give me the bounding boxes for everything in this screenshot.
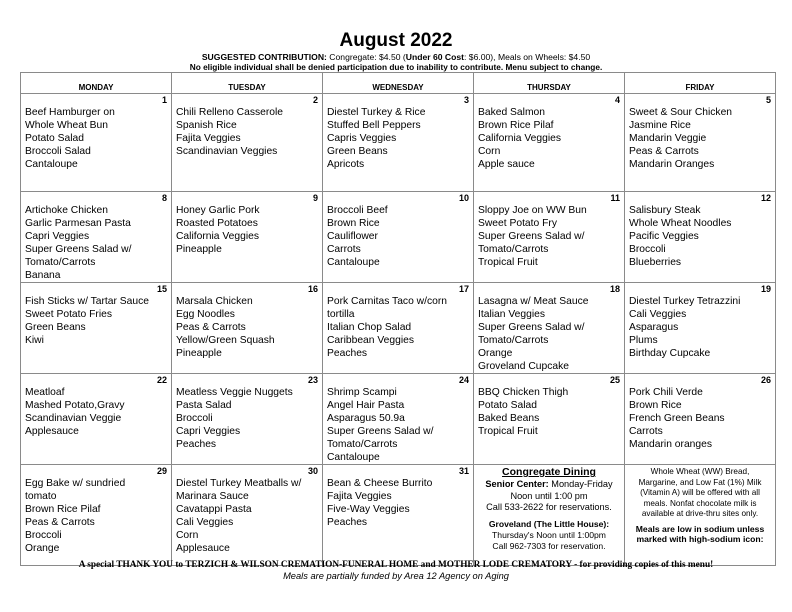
menu-item: Capri Veggies <box>176 426 241 437</box>
menu-item: Orange <box>25 543 60 554</box>
menu-item: Diestel Turkey Tetrazzini <box>629 296 741 307</box>
menu-item: Baked Beans <box>478 413 540 424</box>
day-number: 22 <box>156 375 167 385</box>
day-cell <box>323 94 474 192</box>
menu-item: Asparagus <box>629 322 679 333</box>
menu-item: Sloppy Joe on WW Bun <box>478 205 587 216</box>
menu-item: Fajita Veggies <box>327 491 392 502</box>
menu-item: Kiwi <box>25 335 44 346</box>
week-row-3 <box>21 283 776 374</box>
menu-item: Cantaloupe <box>327 452 380 463</box>
day-cell <box>172 192 323 283</box>
menu-item: Scandinavian Veggie <box>25 413 122 424</box>
menu-item: Blueberries <box>629 257 682 268</box>
menu-item: French Green Beans <box>629 413 725 424</box>
thank-you-footer: A special THANK YOU to TERZICH & WILSON CREMATION-FUNERAL HOME and MOTHER LODE CREMATORY - for providing copies of this menu! <box>78 560 714 570</box>
menu-item: Pork Carnitas Taco w/corn <box>327 296 447 307</box>
week-row-2 <box>21 192 776 283</box>
day-cell <box>21 192 172 283</box>
menu-item: Sweet Potato Fry <box>478 218 557 229</box>
page-title: August 2022 <box>339 30 453 51</box>
contribution-under-60: Under 60 Cost <box>405 52 465 62</box>
menu-item: Capris Veggies <box>327 133 397 144</box>
menu-item: Broccoli <box>629 244 666 255</box>
menu-item: Egg Noodles <box>176 309 235 320</box>
day-cell <box>625 192 776 283</box>
menu-item: Marsala Chicken <box>176 296 253 307</box>
contribution-text-2: : $6.00), Meals on Wheels: $4.50 <box>464 52 591 62</box>
menu-item: Brown Rice Pilaf <box>478 120 554 131</box>
day-number: 4 <box>614 95 620 105</box>
menu-item: Peaches <box>176 439 217 450</box>
day-cell <box>474 192 625 283</box>
day-number: 31 <box>458 466 469 476</box>
menu-item: Tomato/Carrots <box>478 335 549 346</box>
milk-info-5: available at drive-thru sites only. <box>641 509 759 518</box>
senior-center-days-text: Monday-Friday <box>548 479 613 489</box>
menu-item: Scandinavian Veggies <box>176 146 278 157</box>
menu-item: Caribbean Veggies <box>327 335 415 346</box>
menu-item: Salisbury Steak <box>629 205 701 216</box>
day-cell <box>474 94 625 192</box>
day-number: 29 <box>156 466 167 476</box>
contribution-text-1: Congregate: $4.50 ( <box>326 52 406 62</box>
menu-item: tortilla <box>327 309 355 320</box>
menu-item: Italian Chop Salad <box>327 322 412 333</box>
menu-item: Green Beans <box>327 146 388 157</box>
day-number: 12 <box>760 193 771 203</box>
menu-item: Potato Salad <box>478 400 537 411</box>
menu-item: Roasted Potatoes <box>176 218 258 229</box>
day-number: 10 <box>458 193 469 203</box>
menu-item: Applesauce <box>176 543 230 554</box>
menu-item: Baked Salmon <box>478 107 545 118</box>
menu-item: Asparagus 50.9a <box>327 413 405 424</box>
menu-item: Cantaloupe <box>25 159 78 170</box>
senior-center-label: Senior Center: <box>485 479 549 489</box>
menu-item: Super Greens Salad w/ <box>25 244 132 255</box>
day-cell <box>474 374 625 465</box>
menu-item: Mandarin oranges <box>629 439 712 450</box>
funding-footer: Meals are partially funded by Area 12 Agency on Aging <box>283 571 509 581</box>
menu-item: Apricots <box>327 159 365 170</box>
menu-item: Spanish Rice <box>176 120 237 131</box>
milk-info-4: meals. Nonfat chocolate milk is <box>643 498 757 508</box>
day-number: 17 <box>458 284 469 294</box>
day-cell <box>21 283 172 374</box>
menu-item: Mandarin Oranges <box>629 159 715 170</box>
sodium-info-2: marked with high-sodium icon: <box>636 534 764 544</box>
menu-item: Marinara Sauce <box>176 491 249 502</box>
menu-item: Fajita Veggies <box>176 133 241 144</box>
menu-item: Mashed Potato,Gravy <box>25 400 125 411</box>
weekday-wednesday: WEDNESDAY <box>323 73 474 94</box>
menu-item: Apple sauce <box>478 159 535 170</box>
menu-item: Chili Relleno Casserole <box>176 107 284 118</box>
menu-item: Broccoli <box>25 530 62 541</box>
day-cell <box>172 283 323 374</box>
menu-item: Corn <box>176 530 199 541</box>
menu-item: Banana <box>25 270 61 281</box>
day-number: 8 <box>161 193 167 203</box>
menu-item: Peaches <box>327 348 368 359</box>
day-number: 24 <box>458 375 469 385</box>
day-number: 1 <box>161 95 167 105</box>
weekday-monday: MONDAY <box>21 73 172 94</box>
menu-item: Diestel Turkey Meatballs w/ <box>176 478 302 489</box>
groveland-label: Groveland (The Little House): <box>488 518 610 529</box>
meal-info-cell <box>625 465 776 566</box>
menu-item: Birthday Cupcake <box>629 348 711 359</box>
congregate-title: Congregate Dining <box>502 466 596 478</box>
menu-item: Angel Hair Pasta <box>327 400 405 411</box>
day-cell <box>474 283 625 374</box>
menu-item: Orange <box>478 348 513 359</box>
menu-item: Carrots <box>327 244 361 255</box>
weekday-thursday: THURSDAY <box>474 73 625 94</box>
menu-item: Cavatappi Pasta <box>176 504 252 515</box>
menu-item: Pacific Veggies <box>629 231 699 242</box>
day-cell <box>625 283 776 374</box>
menu-item: Whole Wheat Bun <box>25 120 108 131</box>
menu-item: Broccoli Beef <box>327 205 388 216</box>
day-cell <box>323 374 474 465</box>
day-cell <box>172 465 323 566</box>
menu-item: Sweet Potato Fries <box>25 309 112 320</box>
weekday-friday: FRIDAY <box>625 73 776 94</box>
day-number: 2 <box>312 95 318 105</box>
senior-center-days <box>478 479 620 491</box>
menu-item: BBQ Chicken Thigh <box>478 387 569 398</box>
milk-info-3: (Vitamin A) will be offered with all <box>640 488 760 497</box>
day-cell <box>323 465 474 566</box>
menu-item: Peas & Carrots <box>176 322 246 333</box>
congregate-dining-cell <box>474 465 625 566</box>
day-number: 16 <box>307 284 318 294</box>
menu-item: Corn <box>478 146 501 157</box>
menu-item: Tropical Fruit <box>478 426 538 437</box>
menu-item: Italian Veggies <box>478 309 545 320</box>
menu-item: Potato Salad <box>25 133 84 144</box>
menu-item: Broccoli <box>176 413 213 424</box>
day-number: 15 <box>156 284 167 294</box>
menu-item: Mandarin Veggie <box>629 133 707 144</box>
day-number: 18 <box>609 284 620 294</box>
menu-item: tomato <box>25 491 57 502</box>
menu-item: Artichoke Chicken <box>25 205 108 216</box>
groveland-phone: Call 962-7303 for reservation. <box>492 540 606 551</box>
menu-item: Super Greens Salad w/ <box>478 322 585 333</box>
menu-item: Pineapple <box>176 244 222 255</box>
menu-item: California Veggies <box>478 133 561 144</box>
menu-item: Fish Sticks w/ Tartar Sauce <box>25 296 149 307</box>
groveland-time: Thursday's Noon until 1:00pm <box>492 529 606 540</box>
menu-item: Super Greens Salad w/ <box>327 426 434 437</box>
milk-info-1: Whole Wheat (WW) Bread, <box>650 467 750 476</box>
day-cell <box>625 374 776 465</box>
menu-item: Tomato/Carrots <box>478 244 549 255</box>
menu-item: Capri Veggies <box>25 231 90 242</box>
menu-item: Green Beans <box>25 322 86 333</box>
menu-item: Carrots <box>629 426 663 437</box>
menu-item: Bean & Cheese Burrito <box>327 478 433 489</box>
day-cell <box>323 192 474 283</box>
eligibility-notice: No eligible individual shall be denied participation due to inability to contribute. Menu subject to change. <box>189 62 603 72</box>
menu-item: Diestel Turkey & Rice <box>327 107 426 118</box>
menu-item: California Veggies <box>176 231 259 242</box>
menu-item: Lasagna w/ Meat Sauce <box>478 296 589 307</box>
day-cell <box>323 283 474 374</box>
menu-item: Shrimp Scampi <box>327 387 397 398</box>
menu-item: Egg Bake w/ sundried <box>25 478 126 489</box>
menu-item: Broccoli Salad <box>25 146 91 157</box>
day-cell <box>21 94 172 192</box>
menu-item: Whole Wheat Noodles <box>629 218 732 229</box>
menu-calendar <box>20 72 776 566</box>
menu-item: Peas & Carrots <box>25 517 95 528</box>
day-number: 3 <box>463 95 469 105</box>
menu-item: Meatless Veggie Nuggets <box>176 387 293 398</box>
menu-item: Peas & Carrots <box>629 146 699 157</box>
menu-item: Garlic Parmesan Pasta <box>25 218 131 229</box>
menu-item: Cali Veggies <box>176 517 234 528</box>
menu-item: Tomato/Carrots <box>327 439 398 450</box>
menu-item: Stuffed Bell Peppers <box>327 120 421 131</box>
menu-item: Honey Garlic Pork <box>176 205 260 216</box>
menu-item: Peaches <box>327 517 368 528</box>
menu-item: Pineapple <box>176 348 222 359</box>
day-cell <box>21 374 172 465</box>
day-cell <box>172 94 323 192</box>
menu-item: Cantaloupe <box>327 257 380 268</box>
week-row-1 <box>21 94 776 192</box>
day-number: 23 <box>307 375 318 385</box>
day-number: 5 <box>765 95 771 105</box>
menu-item: Pasta Salad <box>176 400 232 411</box>
day-number: 9 <box>312 193 318 203</box>
menu-item: Groveland Cupcake <box>478 361 570 372</box>
menu-item: Brown Rice <box>327 218 380 229</box>
menu-item: Cali Veggies <box>629 309 687 320</box>
menu-item: Cauliflower <box>327 231 378 242</box>
day-number: 25 <box>609 375 620 385</box>
menu-item: Super Greens Salad w/ <box>478 231 585 242</box>
contribution-line <box>0 52 792 62</box>
day-number: 19 <box>760 284 771 294</box>
menu-item: Brown Rice Pilaf <box>25 504 101 515</box>
menu-item: Beef Hamburger on <box>25 107 115 118</box>
menu-item: Meatloaf <box>25 387 65 398</box>
milk-info-2: Margarine, and Low Fat (1%) Milk <box>638 477 762 487</box>
week-row-5 <box>21 465 776 566</box>
sodium-info-1: Meals are low in sodium unless <box>635 523 765 534</box>
day-cell <box>625 94 776 192</box>
menu-item: Sweet & Sour Chicken <box>629 107 733 118</box>
day-number: 30 <box>307 466 318 476</box>
menu-item: Brown Rice <box>629 400 682 411</box>
menu-item: Plums <box>629 335 658 346</box>
weekday-header-row <box>21 73 776 94</box>
menu-item: Yellow/Green Squash <box>176 335 275 346</box>
day-number: 26 <box>760 375 771 385</box>
day-number: 11 <box>610 193 620 203</box>
contribution-label: SUGGESTED CONTRIBUTION: <box>201 52 327 62</box>
week-row-4 <box>21 374 776 465</box>
senior-center-phone: Call 533-2622 for reservations. <box>486 502 612 512</box>
menu-item: Pork Chili Verde <box>629 387 703 398</box>
menu-item: Jasmine Rice <box>629 120 691 131</box>
menu-item: Tropical Fruit <box>478 257 538 268</box>
menu-item: Five-Way Veggies <box>327 504 410 515</box>
day-cell <box>21 465 172 566</box>
menu-item: Applesauce <box>25 426 79 437</box>
menu-item: Tomato/Carrots <box>25 257 96 268</box>
weekday-tuesday: TUESDAY <box>172 73 323 94</box>
day-cell <box>172 374 323 465</box>
senior-center-time: Noon until 1:00 pm <box>510 490 588 501</box>
